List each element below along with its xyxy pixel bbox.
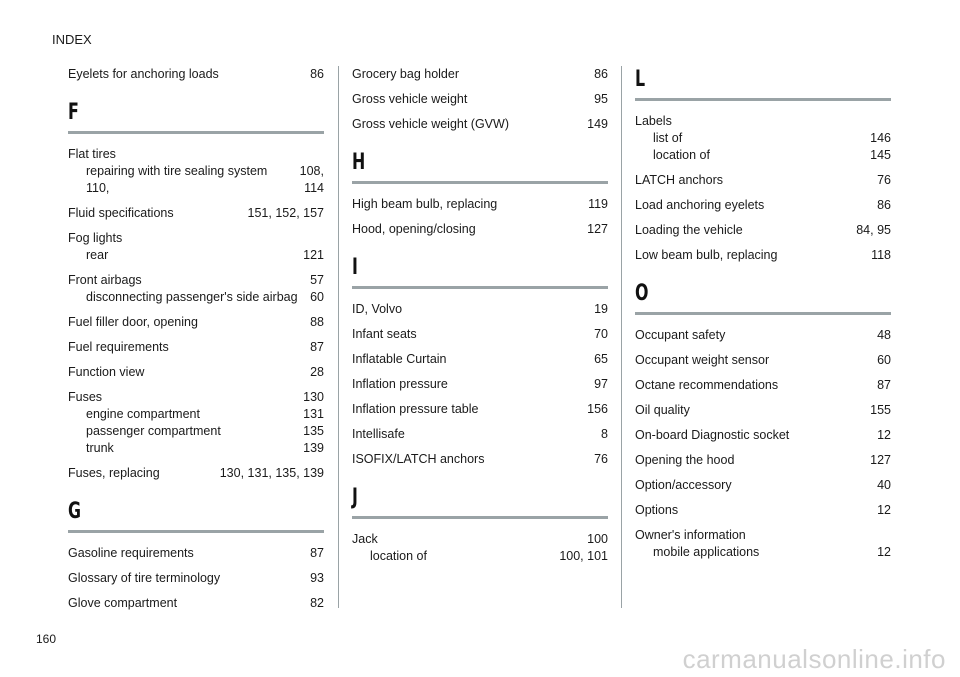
index-entry-label: Infant seats [352,327,417,341]
index-entry [635,327,891,344]
index-entry-label: Owner's information [635,528,746,542]
index-entry-page[interactable]: 156 [587,402,608,416]
index-entry-label: Inflation pressure [352,377,448,391]
index-entry-row[interactable] [635,427,891,444]
index-entry [68,389,324,457]
section-letter-heading [635,280,891,315]
index-entry-row[interactable] [635,502,891,519]
index-entry-page[interactable] [316,146,324,163]
index-entry [635,452,891,469]
section-letter-heading [68,498,324,533]
index-entry-row[interactable] [68,545,324,562]
index-entry-label: Gross vehicle weight [352,92,468,106]
index-entry-label: ISOFIX/LATCH anchors [352,452,485,466]
index-entry [635,197,891,214]
index-entry [352,351,608,368]
index-column-2 [352,66,608,573]
index-entry-label: Fuel filler door, opening [68,315,198,329]
index-entry-page[interactable]: 60 [877,353,891,367]
index-entry-row[interactable] [635,352,891,369]
index-entry-page[interactable]: 19 [594,302,608,316]
section-letter-heading [352,149,608,184]
section-letter: J [352,485,358,510]
index-entry-row[interactable] [635,452,891,469]
index-entry-label: Glove compartment [68,596,178,610]
index-entry [68,272,324,306]
index-entry [352,531,608,565]
index-entry-page[interactable]: 119 [588,197,608,211]
index-subentry-row[interactable] [68,423,324,440]
index-entry [352,426,608,443]
index-entry-row[interactable] [352,426,608,443]
index-entry [635,113,891,164]
index-entry-label: Flat tires [68,147,116,161]
index-entry-row[interactable] [68,339,324,356]
index-entry-row[interactable] [352,351,608,368]
index-entry-row[interactable] [68,389,324,406]
index-entry [68,66,324,83]
index-entry [68,465,324,482]
index-entry-page[interactable]: 48 [877,328,891,342]
index-subentry-label: mobile applications [653,545,760,559]
index-subentry-page[interactable]: 60 [310,290,324,304]
index-entry [68,230,324,264]
index-subentry-row[interactable] [635,130,891,147]
index-entry [352,301,608,318]
index-subentry-row[interactable] [68,440,324,457]
index-entry-row[interactable] [68,146,324,163]
index-entry-label: Gasoline requirements [68,546,194,560]
index-entry-label: Occupant weight sensor [635,353,770,367]
index-subentry-label: trunk [86,441,114,455]
index-entry-page[interactable]: 82 [310,596,324,610]
index-entry [635,427,891,444]
index-entry-page[interactable]: 86 [594,67,608,81]
index-entry-label: Occupant safety [635,328,726,342]
index-subentry-label: repairing with tire sealing system [86,164,268,178]
index-subentry-row[interactable] [635,147,891,164]
section-letter-heading [352,484,608,519]
section-rule [635,312,891,315]
index-entry-row[interactable] [635,197,891,214]
index-entry-page[interactable]: 87 [310,546,324,560]
index-entry-page[interactable]: 87 [877,378,891,392]
index-entry-page[interactable]: 149 [587,117,608,131]
index-subentry-page[interactable]: 131 [303,407,324,421]
index-entry-label: Front airbags [68,273,142,287]
index-subentry-row[interactable] [68,289,324,306]
index-entry [352,116,608,133]
section-letter-heading [352,254,608,289]
index-subentry-label: 110, [86,181,110,195]
index-entry-label: Low beam bulb, replacing [635,248,778,262]
index-entry [68,314,324,331]
index-entry-page[interactable] [883,527,891,544]
index-subentry-page[interactable]: 121 [303,248,324,262]
index-entry-page[interactable]: 12 [877,428,891,442]
section-rule [352,286,608,289]
index-subentry-page[interactable]: 12 [877,545,891,559]
index-entry [352,401,608,418]
index-subentry-row[interactable] [352,548,608,565]
column-divider [621,66,622,608]
index-entry-label: Fuses, replacing [68,466,160,480]
index-entry-label: Gross vehicle weight (GVW) [352,117,509,131]
index-entry-label: Opening the hood [635,453,735,467]
index-entry-row[interactable] [352,451,608,468]
index-entry-page[interactable]: 12 [877,503,891,517]
index-subentry-page[interactable]: 145 [870,148,891,162]
index-entry-page[interactable]: 118 [871,248,891,262]
index-entry [68,364,324,381]
index-entry-label: Grocery bag holder [352,67,460,81]
index-entry-row[interactable] [635,477,891,494]
index-entry [352,376,608,393]
index-entry-row[interactable] [352,301,608,318]
index-subentry-label: rear [86,248,109,262]
index-entry-page[interactable]: 57 [310,273,324,287]
index-entry-row[interactable] [635,402,891,419]
index-column-1 [68,66,324,620]
index-entry-label: Glossary of tire terminology [68,571,221,585]
index-entry-row[interactable] [352,401,608,418]
section-letter: H [352,150,366,175]
section-letter: O [635,281,649,306]
index-entry-page[interactable]: 95 [594,92,608,106]
index-entry-row[interactable] [352,221,608,238]
section-rule [352,516,608,519]
index-entry [352,196,608,213]
index-entry [68,205,324,222]
index-entry-label: Intellisafe [352,427,405,441]
index-entry-page[interactable] [316,230,324,247]
index-entry-label: Loading the vehicle [635,223,743,237]
index-entry-page[interactable]: 127 [870,453,891,467]
index-entry-page[interactable]: 8 [601,427,608,441]
index-entry-row[interactable] [352,196,608,213]
index-entry-page[interactable]: 97 [594,377,608,391]
index-subentry-label: engine compartment [86,407,200,421]
index-subentry-label: passenger compartment [86,424,221,438]
index-entry-page[interactable]: 76 [877,173,891,187]
index-entry [635,527,891,561]
index-subentry-page[interactable]: 114 [304,181,324,195]
index-entry-page[interactable]: 70 [594,327,608,341]
index-entry-row[interactable] [352,376,608,393]
index-entry [68,339,324,356]
page-header-title: INDEX [52,32,92,47]
index-entry [352,221,608,238]
index-entry [68,146,324,197]
index-entry [68,570,324,587]
index-entry-label: Inflatable Curtain [352,352,447,366]
index-entry [635,352,891,369]
section-rule [68,530,324,533]
index-entry-label: Options [635,503,679,517]
index-subentry-label: location of [370,549,427,563]
index-entry-page[interactable]: 28 [310,365,324,379]
watermark-text: carmanualsonline.info [682,644,946,674]
index-entry-page[interactable]: 65 [594,352,608,366]
index-entry-row[interactable] [635,247,891,264]
index-entry-label: Hood, opening/closing [352,222,476,236]
section-letter: I [352,255,358,280]
index-entry-row[interactable] [68,314,324,331]
index-entry-label: ID, Volvo [352,302,403,316]
index-subentry-row[interactable] [68,247,324,264]
index-entry-row[interactable] [635,377,891,394]
index-subentry-continuation[interactable] [68,180,324,197]
index-entry-row[interactable] [635,113,891,130]
index-entry-row[interactable] [68,595,324,612]
index-entry-page[interactable]: 127 [587,222,608,236]
index-entry [635,247,891,264]
index-entry-label: Labels [635,114,672,128]
index-entry-page[interactable]: 86 [310,67,324,81]
index-entry [352,91,608,108]
index-subentry-row[interactable] [68,163,324,180]
index-entry-row[interactable] [352,66,608,83]
index-subentry-page[interactable]: 146 [870,131,891,145]
index-entry-label: Jack [352,532,378,546]
index-entry-label: Load anchoring eyelets [635,198,765,212]
index-entry-page[interactable]: 88 [310,315,324,329]
index-entry-label: Oil quality [635,403,690,417]
index-entry-page[interactable]: 130 [303,390,324,404]
index-entry-label: High beam bulb, replacing [352,197,498,211]
index-entry-row[interactable] [68,205,324,222]
index-entry [635,377,891,394]
index-entry-row[interactable] [68,272,324,289]
index-entry-label: Fog lights [68,231,123,245]
index-entry [635,172,891,189]
section-rule [635,98,891,101]
page-number: 160 [36,632,57,646]
index-entry-page[interactable]: 151, 152, 157 [247,206,324,220]
index-entry-page[interactable] [883,113,891,130]
index-entry-label: Octane recommendations [635,378,779,392]
section-rule [68,131,324,134]
index-entry-page[interactable]: 130, 131, 135, 139 [219,466,324,480]
index-entry-row[interactable] [352,91,608,108]
index-entry [635,402,891,419]
index-entry-label: Function view [68,365,145,379]
index-entry-row[interactable] [635,172,891,189]
index-entry-page[interactable]: 76 [594,452,608,466]
index-entry-page[interactable]: 86 [877,198,891,212]
index-entry-label: Inflation pressure table [352,402,479,416]
section-rule [352,181,608,184]
index-entry-row[interactable] [635,527,891,544]
index-entry-label: Eyelets for anchoring loads [68,67,219,81]
index-entry [352,451,608,468]
index-entry-row[interactable] [635,327,891,344]
index-entry-label: Option/accessory [635,478,732,492]
index-subentry-label: disconnecting passenger's side airbag [86,290,298,304]
index-entry-row[interactable] [352,531,608,548]
section-letter: L [635,67,646,92]
index-subentry-label: list of [653,131,683,145]
index-entry [352,66,608,83]
index-entry-row[interactable] [68,570,324,587]
index-entry [68,595,324,612]
index-entry-label: Fuses [68,390,103,404]
index-subentry-page[interactable]: 108, [299,164,324,178]
index-entry-page[interactable]: 84, 95 [856,223,891,237]
section-letter: F [68,100,79,125]
index-entry-page[interactable]: 87 [310,340,324,354]
index-entry-label: Fuel requirements [68,340,169,354]
index-entry [635,502,891,519]
index-entry-page[interactable]: 93 [310,571,324,585]
index-subentry-page[interactable]: 135 [303,424,324,438]
index-entry-row[interactable] [352,116,608,133]
section-letter-heading [635,66,891,101]
index-entry-page[interactable]: 40 [877,478,891,492]
index-entry-row[interactable] [68,364,324,381]
index-entry-row[interactable] [68,66,324,83]
section-letter: G [68,499,82,524]
index-entry-label: On-board Diagnostic socket [635,428,790,442]
index-entry [352,326,608,343]
index-entry [635,477,891,494]
column-divider [338,66,339,608]
index-subentry-page[interactable]: 139 [303,441,324,455]
section-letter-heading [68,99,324,134]
index-entry-label: Fluid specifications [68,206,174,220]
index-entry-row[interactable] [352,326,608,343]
index-entry-row[interactable] [68,230,324,247]
index-subentry-label: location of [653,148,710,162]
index-entry [635,222,891,239]
index-entry-row[interactable] [68,465,324,482]
index-subentry-row[interactable] [635,544,891,561]
index-entry-page[interactable]: 100 [587,532,608,546]
index-entry-row[interactable] [635,222,891,239]
index-subentry-page[interactable]: 100, 101 [559,549,608,563]
index-column-3 [635,66,891,569]
index-subentry-row[interactable] [68,406,324,423]
index-entry-label: LATCH anchors [635,173,723,187]
index-entry [68,545,324,562]
index-entry-page[interactable]: 155 [870,403,891,417]
